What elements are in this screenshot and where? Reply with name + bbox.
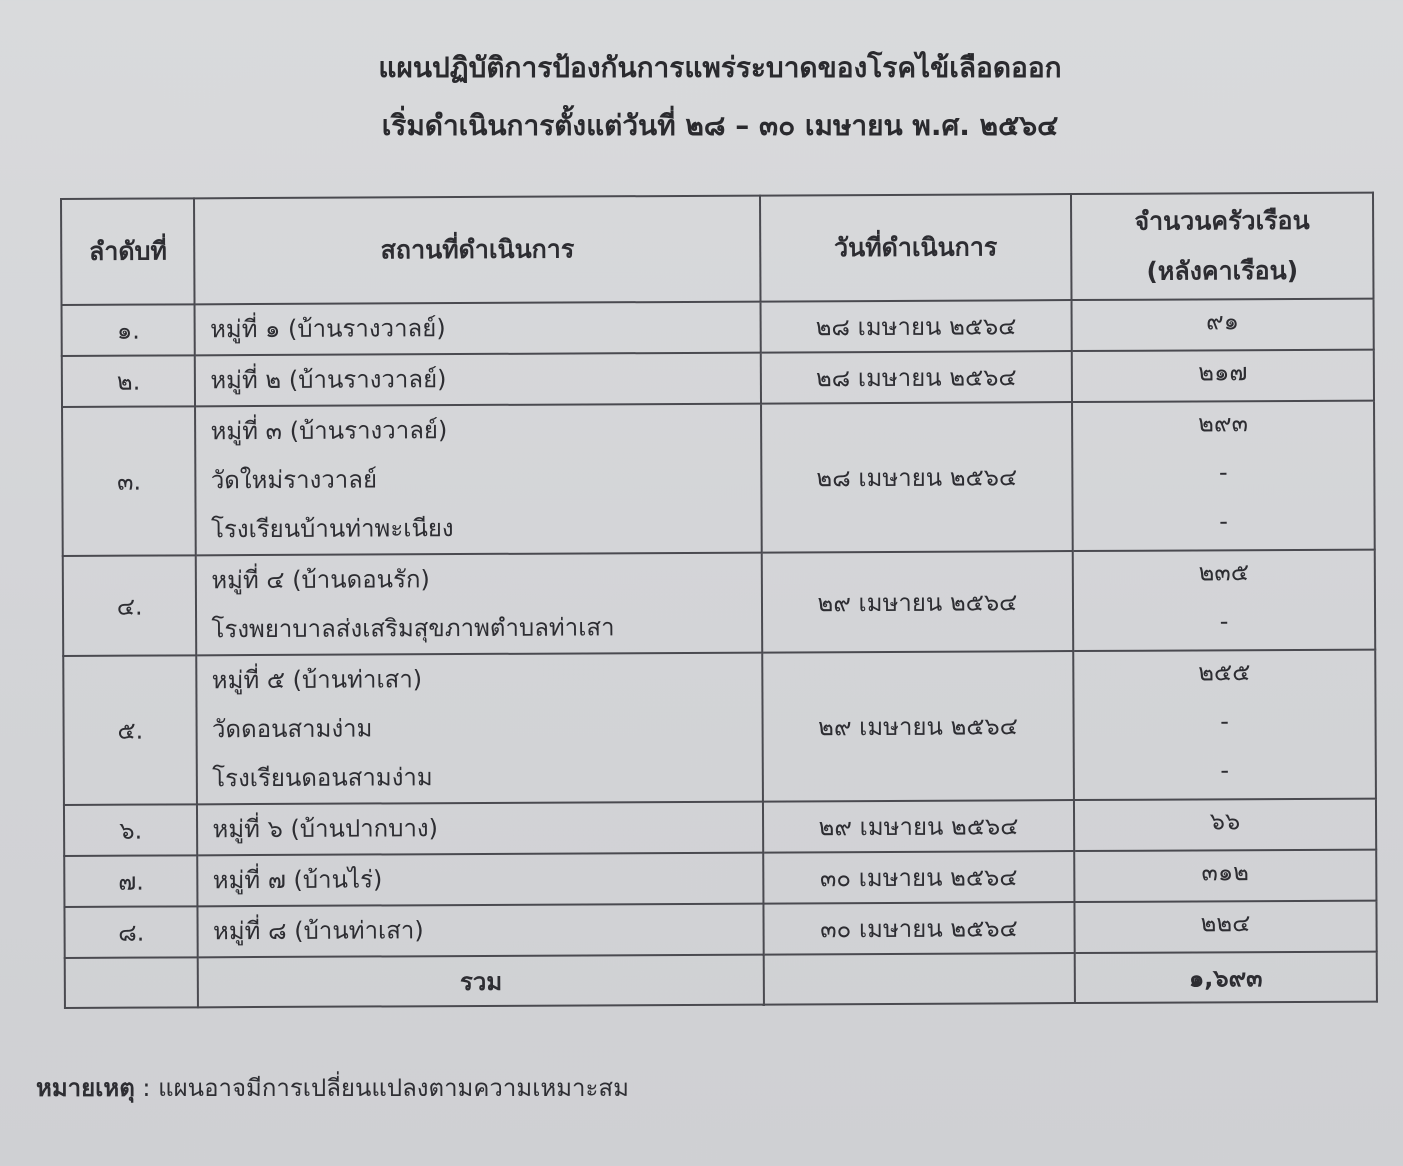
document-title: แผนปฏิบัติการป้องกันการแพร่ระบาดของโรคไข้เลือดออก — [378, 51, 1062, 84]
row-places — [198, 904, 764, 958]
row-households — [1074, 901, 1376, 953]
row-households — [1073, 650, 1376, 800]
row-date: ๒๘ เมษายน ๒๕๖๔ — [761, 402, 1073, 553]
place-item: หมู่ที่ ๘ (บ้านท่าเสา) — [212, 916, 424, 946]
row-date: ๓๐ เมษายน ๒๕๖๔ — [763, 851, 1074, 904]
total-empty-cell — [65, 957, 199, 1008]
household-count: - — [1219, 507, 1228, 536]
footnote-text: : แผนอาจมีการเปลี่ยนแปลงตามความเหมาะสม — [134, 1074, 629, 1102]
row-households — [1071, 299, 1373, 351]
table-row — [63, 550, 1375, 656]
place-item: วัดใหม่รางวาลย์ — [210, 465, 378, 495]
plan-table — [60, 192, 1378, 1009]
row-date: ๒๘ เมษายน ๒๕๖๔ — [760, 300, 1071, 353]
row-no: ๕. — [63, 655, 197, 805]
place-item: วัดดอนสามง่าม — [211, 714, 373, 744]
table-row — [64, 850, 1376, 907]
place-item: โรงพยาบาลส่งเสริมสุขภาพตำบลท่าเสา — [211, 613, 615, 644]
place-item: หมู่ที่ ๑ (บ้านรางวาลย์) — [209, 314, 446, 344]
household-count: ๒๓๕ — [1198, 558, 1250, 587]
household-count: - — [1219, 607, 1229, 636]
place-item: หมู่ที่ ๓ (บ้านรางวาลย์) — [210, 416, 448, 446]
row-no: ๘. — [64, 906, 198, 958]
header-households — [1071, 193, 1374, 300]
header-households-line2: (หลังคาเรือน) — [1146, 255, 1299, 286]
place-item: โรงเรียนบ้านท่าพะเนียง — [210, 514, 454, 544]
place-item: โรงเรียนดอนสามง่าม — [212, 763, 433, 793]
row-households — [1072, 401, 1375, 551]
table-row — [62, 299, 1374, 356]
row-households — [1074, 850, 1376, 902]
place-item: หมู่ที่ ๔ (บ้านดอนรัก) — [211, 565, 430, 595]
row-households — [1074, 799, 1376, 851]
header-households-line1: จำนวนครัวเรือน — [1134, 205, 1310, 236]
document-subtitle: เริ่มดำเนินการตั้งแต่วันที่ ๒๘ – ๓๐ เมษายน พ.ศ. ๒๕๖๔ — [381, 109, 1059, 142]
total-row — [65, 952, 1377, 1008]
row-places — [195, 353, 761, 407]
household-count: ๒๙๓ — [1198, 409, 1249, 438]
household-count: ๓๑๒ — [1201, 858, 1250, 887]
row-no: ๓. — [62, 406, 196, 556]
row-date: ๒๘ เมษายน ๒๕๖๔ — [761, 351, 1072, 404]
household-count: ๒๑๗ — [1198, 358, 1248, 387]
place-item: หมู่ที่ ๒ (บ้านรางวาลย์) — [210, 365, 447, 395]
row-no: ๖. — [64, 804, 198, 856]
table-row — [62, 350, 1374, 407]
row-date: ๒๙ เมษายน ๒๕๖๔ — [762, 551, 1073, 653]
household-count: ๒๕๕ — [1198, 658, 1251, 687]
row-places — [198, 853, 764, 907]
header-date: วันที่ดำเนินการ — [760, 194, 1071, 302]
row-date: ๓๐ เมษายน ๒๕๖๔ — [763, 902, 1074, 955]
household-count: - — [1220, 756, 1230, 785]
total-label: รวม — [198, 955, 764, 1008]
row-households — [1072, 350, 1374, 402]
row-places — [196, 553, 762, 656]
row-places — [195, 404, 761, 556]
table-row — [62, 401, 1375, 556]
header-no: ลำดับที่ — [61, 198, 195, 305]
row-date: ๒๙ เมษายน ๒๕๖๔ — [763, 800, 1074, 853]
row-places — [197, 802, 763, 856]
table-row — [64, 799, 1376, 856]
row-places — [195, 302, 761, 356]
row-no: ๗. — [64, 855, 198, 907]
table-row — [63, 650, 1376, 805]
table-header-row — [61, 193, 1374, 305]
row-no: ๔. — [63, 555, 197, 656]
table-row — [64, 901, 1376, 958]
row-no: ๒. — [62, 355, 196, 407]
place-item: หมู่ที่ ๕ (บ้านท่าเสา) — [211, 665, 423, 695]
household-count: ๒๒๔ — [1200, 909, 1251, 938]
place-item: หมู่ที่ ๖ (บ้านปากบาง) — [212, 814, 439, 844]
row-no: ๑. — [62, 304, 196, 356]
total-date-empty-cell — [764, 953, 1075, 1005]
footnote-label: หมายเหตุ — [36, 1074, 135, 1102]
row-date: ๒๙ เมษายน ๒๕๖๔ — [762, 651, 1074, 802]
row-places — [197, 653, 763, 805]
total-households: ๑,๖๙๓ — [1075, 952, 1377, 1003]
household-count: - — [1220, 707, 1229, 736]
household-count: - — [1218, 458, 1228, 487]
place-item: หมู่ที่ ๗ (บ้านไร่) — [212, 865, 383, 895]
household-count: ๙๑ — [1206, 307, 1240, 336]
row-households — [1073, 550, 1376, 651]
header-place: สถานที่ดำเนินการ — [194, 196, 760, 305]
footnote — [36, 1068, 629, 1107]
household-count: ๖๖ — [1209, 807, 1241, 836]
